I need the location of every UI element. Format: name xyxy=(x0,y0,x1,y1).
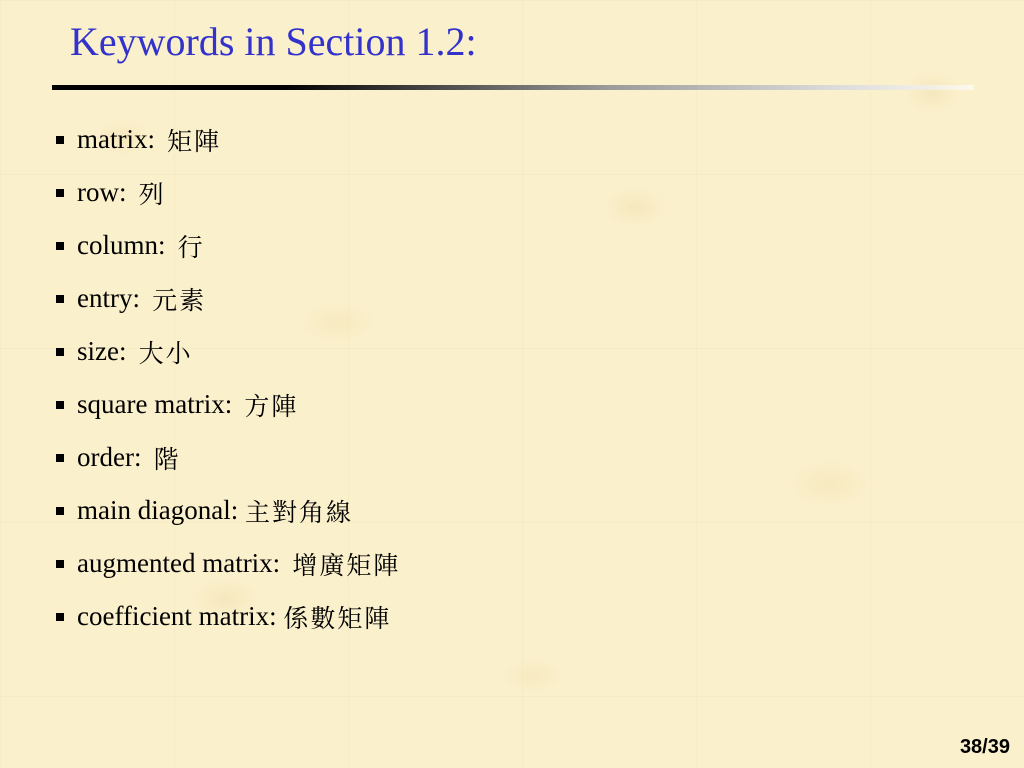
square-bullet-icon xyxy=(56,242,64,250)
keyword-term: matrix: xyxy=(77,124,155,154)
square-bullet-icon xyxy=(56,136,64,144)
square-bullet-icon xyxy=(56,401,64,409)
square-bullet-icon xyxy=(56,613,64,621)
keyword-term: size: xyxy=(77,336,127,366)
keyword-item-row xyxy=(56,166,400,219)
square-bullet-icon xyxy=(56,560,64,568)
keyword-item-order xyxy=(56,431,400,484)
square-bullet-icon xyxy=(56,348,64,356)
keyword-list xyxy=(56,113,400,643)
title-underline xyxy=(52,85,974,90)
keyword-translation: 係數矩陣 xyxy=(283,603,392,633)
keyword-translation: 階 xyxy=(153,444,181,474)
keyword-translation: 增廣矩陣 xyxy=(292,550,401,580)
keyword-term: order: xyxy=(77,442,142,472)
slide-title: Keywords in Section 1.2: xyxy=(70,19,477,64)
keyword-translation: 大小 xyxy=(138,338,193,368)
keyword-translation: 元素 xyxy=(152,285,207,315)
keyword-translation: 方陣 xyxy=(244,391,299,421)
square-bullet-icon xyxy=(56,507,64,515)
keyword-translation: 行 xyxy=(177,232,205,262)
keyword-translation: 主對角線 xyxy=(244,497,353,527)
keyword-item-coefficient-matrix xyxy=(56,590,400,643)
square-bullet-icon xyxy=(56,189,64,197)
keyword-item-square-matrix xyxy=(56,378,400,431)
keyword-item-matrix xyxy=(56,113,400,166)
keyword-translation: 列 xyxy=(138,179,166,209)
square-bullet-icon xyxy=(56,295,64,303)
keyword-translation: 矩陣 xyxy=(167,126,222,156)
keyword-term: column: xyxy=(77,230,166,260)
keyword-term: main diagonal: xyxy=(77,495,239,525)
keyword-term: augmented matrix: xyxy=(77,548,281,578)
keyword-term: entry: xyxy=(77,283,140,313)
page-number: 38/39 xyxy=(959,736,1010,758)
keyword-term: square matrix: xyxy=(77,389,233,419)
keyword-term: row: xyxy=(77,177,127,207)
keyword-term: coefficient matrix: xyxy=(77,601,277,631)
keyword-item-augmented-matrix xyxy=(56,537,400,590)
square-bullet-icon xyxy=(56,454,64,462)
keyword-item-size xyxy=(56,325,400,378)
keyword-item-column xyxy=(56,219,400,272)
keyword-item-entry xyxy=(56,272,400,325)
keyword-item-main-diagonal xyxy=(56,484,400,537)
